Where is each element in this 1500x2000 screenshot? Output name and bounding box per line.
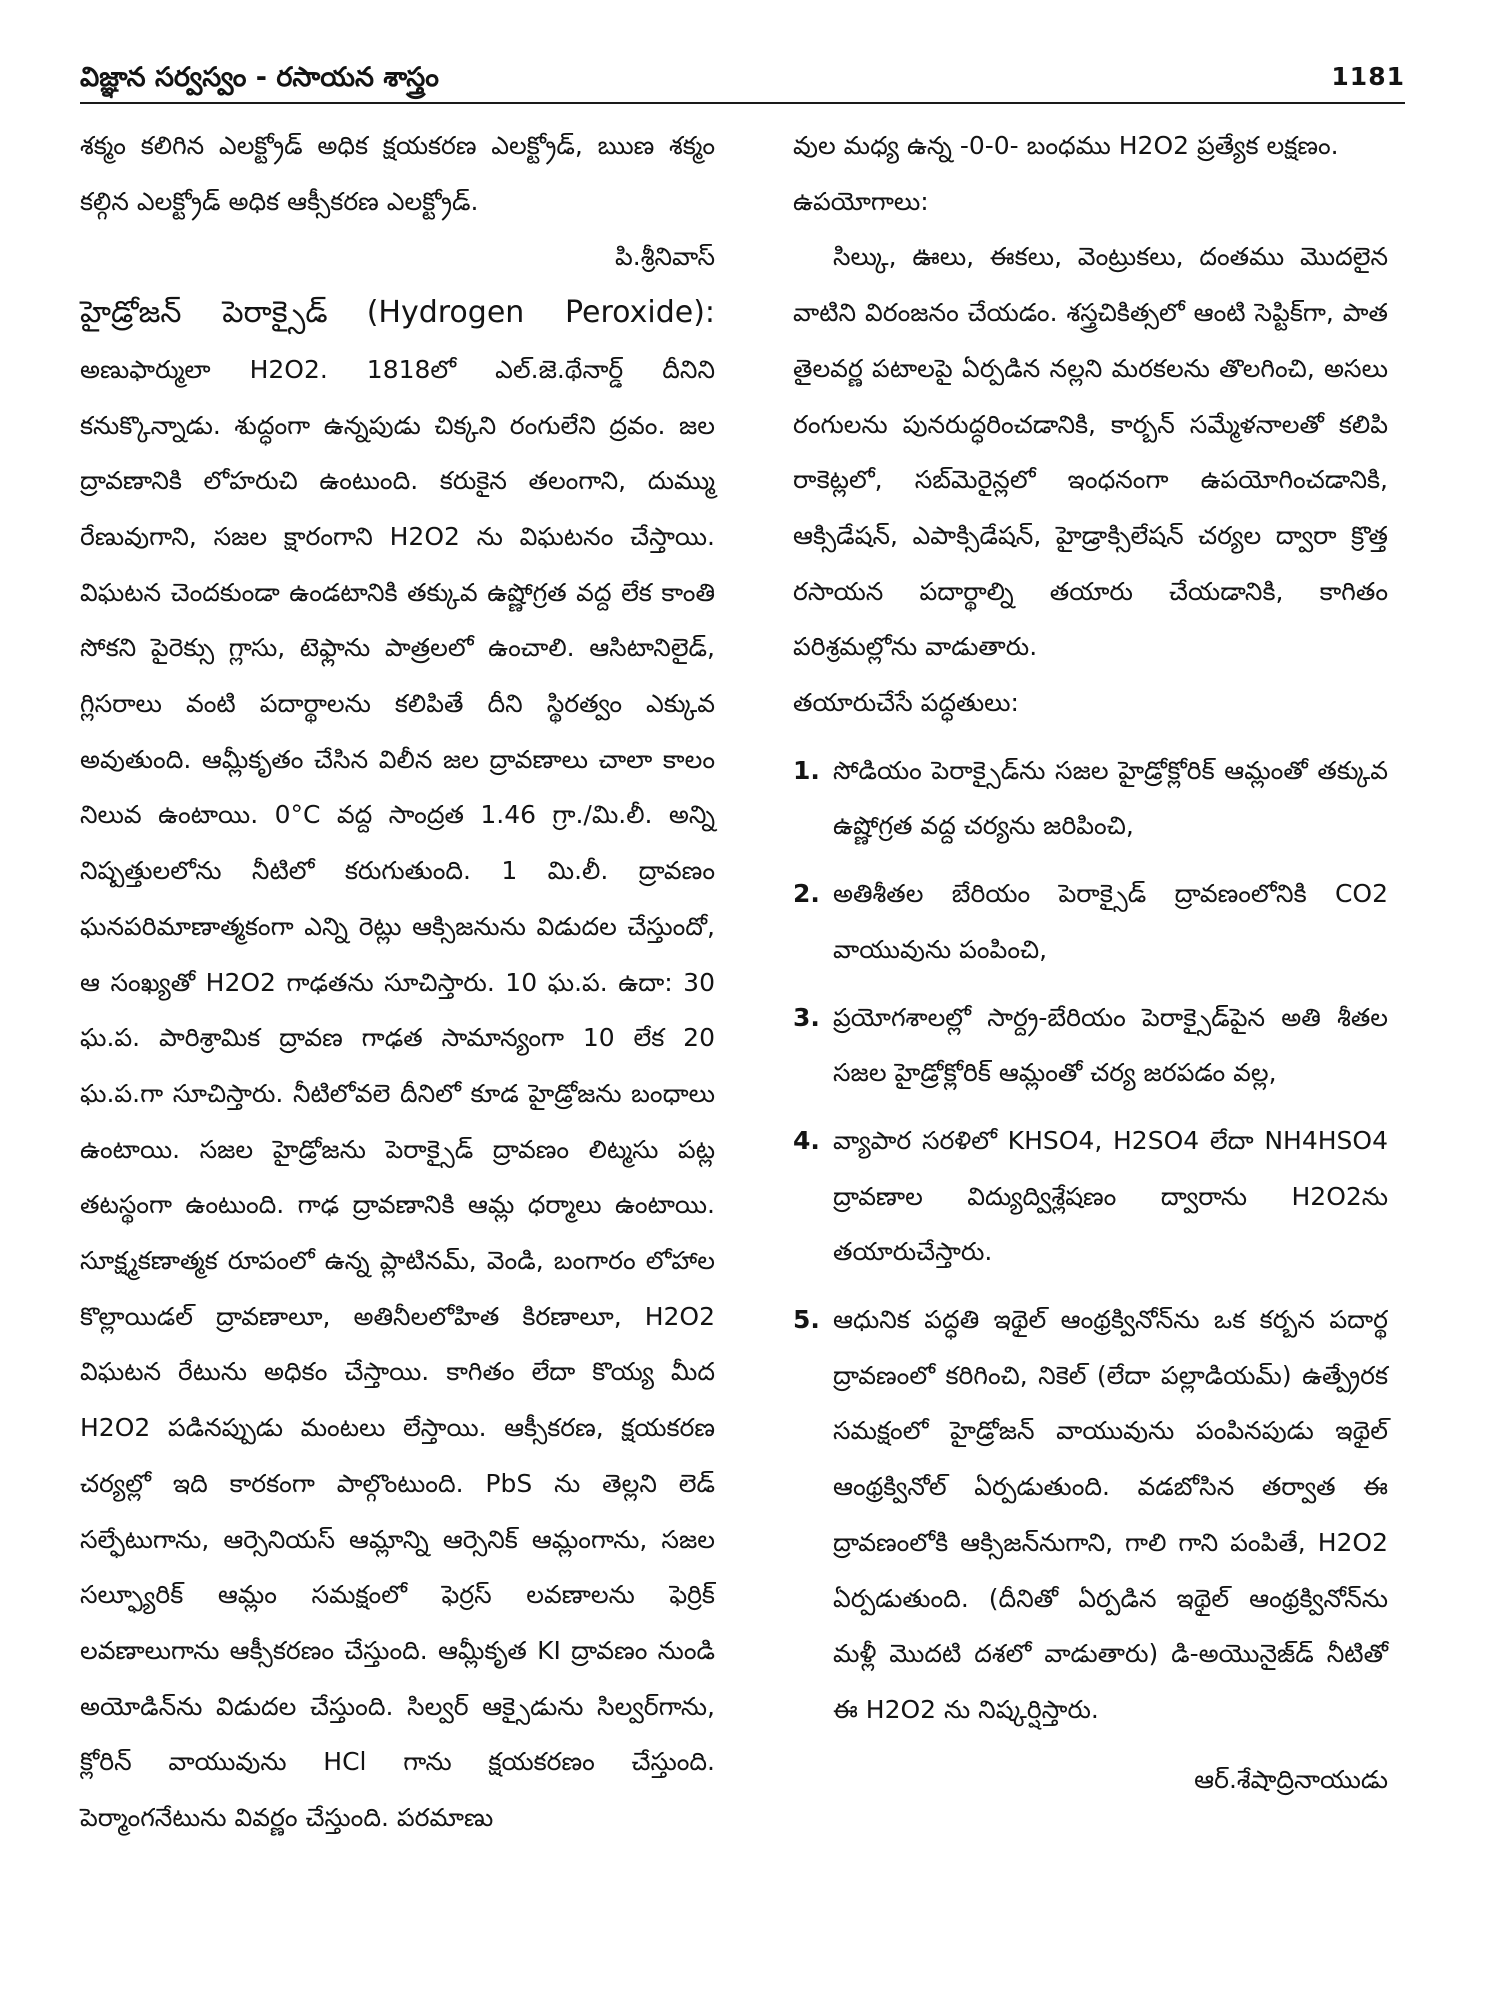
right-column bbox=[793, 118, 1388, 1807]
running-head bbox=[80, 62, 1405, 104]
book-title: విజ్ఞాన సర్వస్వం - రసాయన శాస్త్రం bbox=[80, 62, 439, 93]
method-text: అతిశీతల బేరియం పెరాక్సైడ్ ద్రావణంలోనికి CO2 వాయువును పంపించి, bbox=[833, 879, 1388, 964]
method-item bbox=[793, 990, 1388, 1101]
method-number: 2. bbox=[793, 879, 820, 909]
method-number: 5. bbox=[793, 1305, 820, 1335]
method-item bbox=[793, 743, 1388, 854]
uses-heading: ఉపయోగాలు: bbox=[793, 186, 929, 216]
left-column bbox=[80, 118, 715, 1846]
method-text: సోడియం పెరాక్సైడ్‌ను సజల హైడ్రోక్లోరిక్ ఆమ్లంతో తక్కువ ఉష్ణోగ్రత వద్ద చర్యను జరిపించి, bbox=[833, 755, 1388, 841]
entry-body-text: అణుఫార్ములా H2O2. 1818లో ఎల్.జె.థేనార్డ్ దీనిని కనుక్కొన్నాడు. శుద్ధంగా ఉన్నపుడు చిక్కని రంగులేని ద్రవం. జల ద్రావణానికి లోహరుచి ఉంటుంది. కరుకైన తలంగాని, దుమ్ము రేణువుగాని, సజల క్షారంగాని H2O2 ను విఘటనం చేస్తాయి. విఘటన చెందకుండా ఉండటానికి తక్కువ ఉష్ణోగ్రత వద్ద లేక కాంతి సోకని పైరెక్సు గ్లాసు, టెఫ్లాను పాత్రలలో ఉంచాలి. ఆసిటానిలైడ్, గ్లిసరాలు వంటి పదార్థాలను కలిపితే దీని స్థిరత్వం ఎక్కువ అవుతుంది. ఆమ్లీకృతం చేసిన విలీన జల ద్రావణాలు చాలా కాలం నిలువ ఉంటాయి. 0°C వద్ద సాంద్రత 1.46 గ్రా./మి.లీ. అన్ని నిష్పత్తులలోను నీటిలో కరుగుతుంది. 1 మి.లీ. ద్రావణం ఘనపరిమాణాత్మకంగా ఎన్ని రెట్లు ఆక్సిజనును విడుదల చేస్తుందో, ఆ సంఖ్యతో H2O2 గాఢతను సూచిస్తారు. 10 ఘ.ప. ఉదా: 30 ఘ.ప. పారిశ్రామిక ద్రావణ గాఢత సామాన్యంగా 10 లేక 20 ఘ.ప.గా సూచిస్తారు. నీటిలోవలె దీనిలో కూడ హైడ్రోజను బంధాలు ఉంటాయి. సజల హైడ్రోజను పెరాక్సైడ్ ద్రావణం లిట్మసు పట్ల తటస్థంగా ఉంటుంది. గాఢ ద్రావణానికి ఆమ్ల ధర్మాలు ఉంటాయి. సూక్ష్మకణాత్మక రూపంలో ఉన్న ప్లాటినమ్, వెండి, బంగారం లోహాల కొల్లాయిడల్ ద్రావణాలూ, అతినీలలోహిత కిరణాలూ, H2O2 విఘటన రేటును అధికం చేస్తాయి. కాగితం లేదా కొయ్య మీద H2O2 పడినప్పుడు మంటలు లేస్తాయి. ఆక్సీకరణ, క్షయకరణ చర్యల్లో ఇది కారకంగా పాల్గొంటుంది. PbS ను తెల్లని లెడ్ సల్ఫేటుగాను, ఆర్సెనియస్ ఆమ్లాన్ని ఆర్సెనిక్ ఆమ్లంగాను, సజల సల్ఫ్యూరిక్ ఆమ్లం సమక్షంలో ఫెర్రస్ లవణాలను ఫెర్రిక్ లవణాలుగాను ఆక్సీకరణం చేస్తుంది. ఆమ్లీకృత KI ద్రావణం నుండి అయోడిన్‌ను విడుదల చేస్తుంది. సిల్వర్ ఆక్సైడును సిల్వర్‌గాను, క్లోరిన్ వాయువును HCl గాను క్షయకరణం చేస్తుంది. పెర్మాంగనేటును వివర్ణం చేస్తుంది. పరమాణు bbox=[80, 354, 715, 1833]
methods-heading: తయారుచేసే పద్ధతులు: bbox=[793, 688, 1019, 718]
method-text: ఆధునిక పద్ధతి ఇథైల్ ఆంథ్రక్వినోన్‌ను ఒక కర్బన పదార్థ ద్రావణంలో కరిగించి, నికెల్ (లేదా పల్లాడియమ్) ఉత్ప్రేరక సమక్షంలో హైడ్రోజన్ వాయువును పంపినపుడు ఇథైల్ ఆంథ్రక్వినోల్ ఏర్పడుతుంది. వడబోసిన తర్వాత ఈ ద్రావణంలోకి ఆక్సిజన్‌నుగాని, గాలి గాని పంపితే, H2O2 ఏర్పడుతుంది. (దీనితో ఏర్పడిన ఇథైల్ ఆంథ్రక్వినోన్‌ను మళ్లీ మొదటి దశలో వాడుతారు) డి-అయొనైజ్‌డ్ నీటితో ఈ H2O2 ను నిష్కర్షిస్తారు. bbox=[833, 1305, 1388, 1724]
page-number: 1181 bbox=[1331, 62, 1405, 91]
entry-heading-telugu: హైడ్రోజన్ పెరాక్సైడ్ bbox=[80, 295, 328, 331]
method-text: వ్యాపార సరళిలో KHSO4, H2SO4 లేదా NH4HSO4 ద్రావణాల విద్యుద్విశ్లేషణం ద్వారాను H2O2ను తయారుచేస్తారు. bbox=[833, 1125, 1388, 1267]
entry-body bbox=[80, 285, 715, 1846]
continuation-paragraph: వుల మధ్య ఉన్న -0-0- బంధము H2O2 ప్రత్యేక లక్షణం. bbox=[793, 131, 1339, 160]
uses-paragraph: సిల్కు, ఊలు, ఈకలు, వెంట్రుకలు, దంతము మొదలైన వాటిని విరంజనం చేయడం. శస్త్రచికిత్సలో ఆంటి సెప్టిక్‌గా, పాత తైలవర్ణ పటాలపై ఏర్పడిన నల్లని మరకలను తొలగించి, అసలు రంగులను పునరుద్ధరించడానికి, కార్బన్ సమ్మేళనాలతో కలిపి రాకెట్లలో, సబ్‌మెరైన్లలో ఇంధనంగా ఉపయోగించడానికి, ఆక్సిడేషన్, ఎపాక్సిడేషన్, హైడ్రాక్సిలేషన్ చర్యల ద్వారా క్రొత్త రసాయన పదార్థాల్ని తయారు చేయడానికి, కాగితం పరిశ్రమల్లోను వాడుతారు. bbox=[793, 242, 1388, 662]
method-number: 1. bbox=[793, 755, 820, 785]
method-number: 3. bbox=[793, 1002, 820, 1032]
method-item bbox=[793, 1292, 1388, 1738]
intro-paragraph: శక్మం కలిగిన ఎలక్ట్రోడ్ అధిక క్షయకరణ ఎలక్ట్రోడ్, ఋణ శక్మం కల్గిన ఎలక్ట్రోడ్ అధిక ఆక్సీకరణ ఎలక్ట్రోడ్. bbox=[80, 131, 715, 216]
article-author: ఆర్.శేషాద్రినాయుడు bbox=[1194, 1764, 1388, 1794]
method-number: 4. bbox=[793, 1125, 820, 1155]
method-item bbox=[793, 1113, 1388, 1280]
intro-author: పి.శ్రీనివాస్ bbox=[615, 242, 715, 272]
method-item bbox=[793, 866, 1388, 977]
methods-list bbox=[793, 743, 1388, 1738]
entry-heading-english: (Hydrogen Peroxide): bbox=[366, 295, 716, 331]
method-text: ప్రయోగశాలల్లో సార్ద్ర-బేరియం పెరాక్సైడ్‌పైన అతి శీతల సజల హైడ్రోక్లోరిక్ ఆమ్లంతో చర్య జరపడం వల్ల, bbox=[833, 1002, 1388, 1088]
